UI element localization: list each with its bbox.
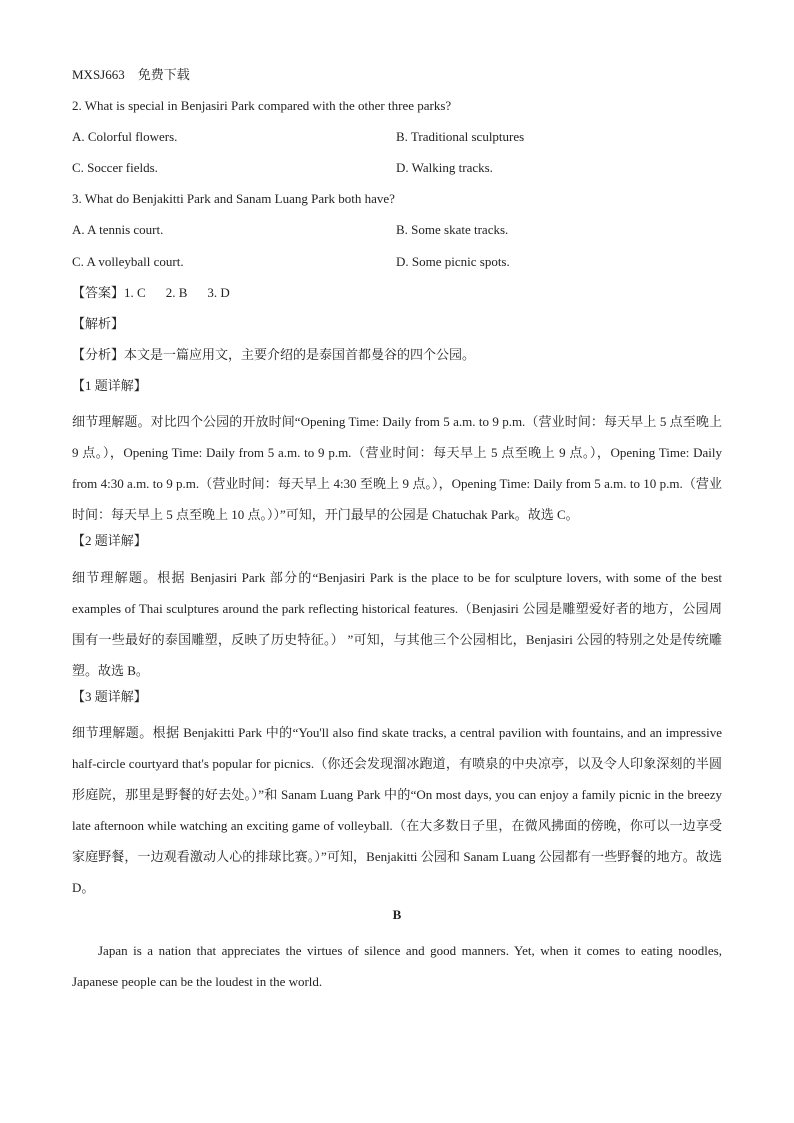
answer-line [72,282,722,313]
detail-2-title: 【2 题详解】 [72,533,147,549]
q3-option-c: C. A volleyball court. [72,253,184,269]
q2-options-row-1 [72,126,722,157]
page-header: MXSJ663 免费下载 [72,67,190,82]
detail-3-text: 细节理解题。根据 Benjakitti Park 中的“You'll also find skate tracks, a central pavilion with fountains, and an impressive half-circle courtyard that's popular for picnics.（你还会发现溜冰跑道，有喷泉的中央凉亭，以及令人印象深刻的半圆形庭院，那里是野餐的好去处。）”和 Sanam Luang Park 中的“On most days, you can enjoy a family picnic in the breezy late afternoon while watching an exciting game of volleyball.（在大多数日子里，在微风拂面的傍晚，你可以一边享受家庭野餐，一边观看激动人心的排球比赛。）”可知，Benjakitti 公园和 Sanam Luang 公园都有一些野餐的地方。故选 D。 [72,724,722,896]
answer-3: 3. D [207,284,230,300]
detail-1-text: 细节理解题。对比四个公园的开放时间“Opening Time: Daily from 5 a.m. to 9 p.m.（营业时间：每天早上 5 点至晚上 9 点。），Opening Time: Daily from 5 a.m. to 9 p.m.（营业时间：每天早上 5 点至晚上 9 点。），Opening Time: Daily from 4:30 a.m. to 9 p.m.（营业时间：每天早上 4:30 至晚上 9 点。），Opening Time: Daily from 5 a.m. to 10 p.m.（营业时间：每天早上 5 点至晚上 10 点。））”可知，开门最早的公园是 Chatuchak Park。故选 C。 [72,414,722,523]
q3-option-b: B. Some skate tracks. [396,222,509,238]
q3-option-d: D. Some picnic spots. [396,253,510,269]
detail-1-title: 【1 题详解】 [72,377,147,393]
answer-2: 2. B [165,284,188,300]
q3-options-row-1 [72,219,722,250]
q3-options-row-2 [72,251,722,282]
analysis-label: 【解析】 [72,315,125,331]
q2-option-d: D. Walking tracks. [396,160,493,176]
section-b-text: Japan is a nation that appreciates the virtues of silence and good manners. Yet, when it comes to eating noodles, Japanese people can be the loudest in the world. [72,942,722,989]
question-3: 3. What do Benjakitti Park and Sanam Luang Park both have? [72,191,395,207]
q3-option-a: A. A tennis court. [72,222,164,238]
q2-option-c: C. Soccer fields. [72,160,158,176]
summary-text: 【分析】本文是一篇应用文，主要介绍的是泰国首都曼谷的四个公园。 [72,346,476,362]
document-page [72,64,722,997]
detail-3-title: 【3 题详解】 [72,688,147,704]
question-2: 2. What is special in Benjasiri Park compared with the other three parks? [72,98,452,114]
q2-option-b: B. Traditional sculptures [396,129,525,145]
answer-label: 【答案】 [72,284,125,300]
answer-1: 1. C [124,284,146,300]
section-b-title: B [392,906,402,922]
q2-options-row-2 [72,157,722,188]
detail-2-text: 细节理解题。根据 Benjasiri Park 部分的“Benjasiri Park is the place to be for sculpture lovers, with some of the best examples of Thai sculptures around the park reflecting historical features.（Benjasiri 公园是雕塑爱好者的地方，公园周围有一些最好的泰国雕塑，反映了历史特征。） ”可知，与其他三个公园相比，Benjasiri 公园的特别之处是传统雕塑。故选 B。 [72,569,722,678]
q2-option-a: A. Colorful flowers. [72,129,178,145]
